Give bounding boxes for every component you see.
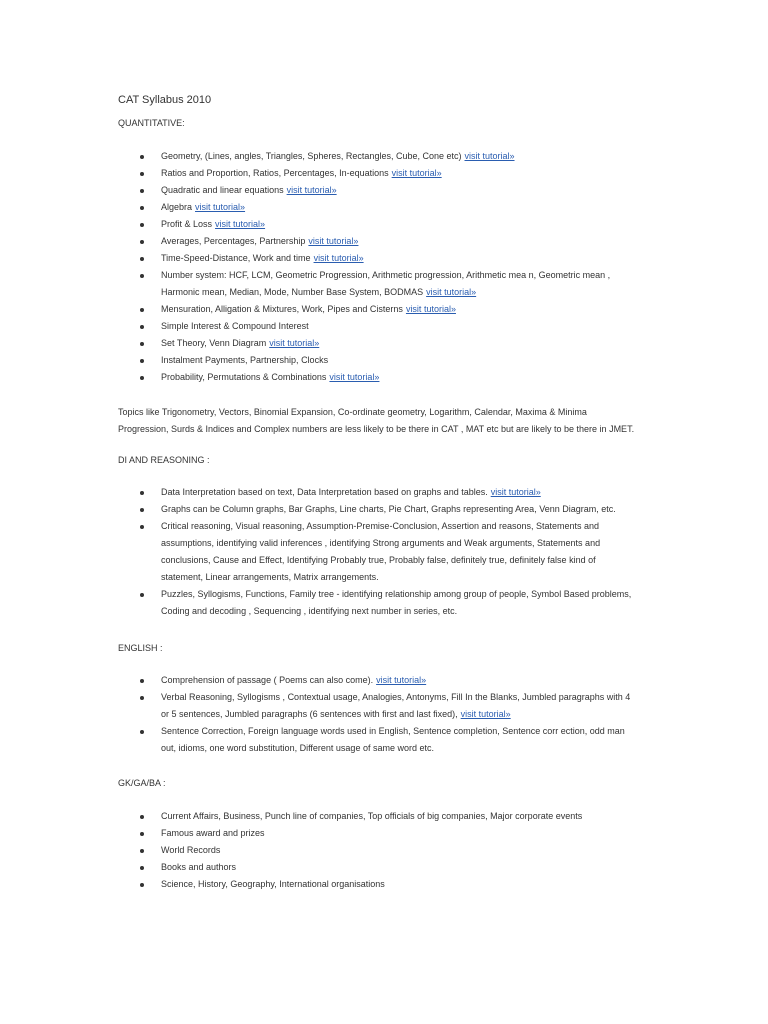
list-item-text: Current Affairs, Business, Punch line of companies, Top officials of big companies, Major corporate events (161, 811, 583, 821)
bullet-icon (140, 240, 144, 244)
list-item-text: Science, History, Geography, International organisations (161, 879, 385, 889)
list-item-text: Sentence Correction, Foreign language words used in English, Sentence completion, Sentence corr ection, odd man out, idioms, one word substitution, Different usage of same word etc. (161, 726, 625, 753)
list-item-text: Number system: HCF, LCM, Geometric Progression, Arithmetic progression, Arithmetic mea n, Geometric mean , Harmonic mean, Median, Mode, Number Base System, BODMAS (161, 270, 611, 297)
english-list (140, 672, 640, 757)
visit-tutorial-link[interactable]: visit tutorial» (195, 202, 246, 212)
list-item (140, 250, 640, 267)
visit-tutorial-link[interactable]: visit tutorial» (405, 304, 456, 314)
list-item (140, 335, 640, 352)
bullet-icon (140, 696, 144, 700)
bullet-icon (140, 342, 144, 346)
bullet-icon (140, 376, 144, 380)
list-item-text: Instalment Payments, Partnership, Clocks (161, 355, 329, 365)
list-item (140, 586, 640, 620)
bullet-icon (140, 274, 144, 278)
page-title: CAT Syllabus 2010 (118, 94, 212, 106)
bullet-icon (140, 525, 144, 529)
list-item-text: Puzzles, Syllogisms, Functions, Family tree - identifying relationship among group of people, Symbol Based problems, Coding and decoding , Sequencing , identifying next number in series, etc. (161, 589, 632, 616)
visit-tutorial-link[interactable]: visit tutorial» (426, 287, 477, 297)
bullet-icon (140, 155, 144, 159)
list-item (140, 723, 640, 757)
visit-tutorial-link[interactable]: visit tutorial» (391, 168, 442, 178)
di-reasoning-list (140, 484, 640, 620)
list-item-text: Mensuration, Alligation & Mixtures, Work, Pipes and Cisterns (161, 304, 403, 314)
bullet-icon (140, 849, 144, 853)
visit-tutorial-link[interactable]: visit tutorial» (286, 185, 337, 195)
bullet-icon (140, 593, 144, 597)
list-item (140, 689, 640, 723)
visit-tutorial-link[interactable]: visit tutorial» (460, 709, 511, 719)
bullet-icon (140, 730, 144, 734)
bullet-icon (140, 815, 144, 819)
list-item (140, 369, 640, 386)
di-reasoning-heading: DI AND REASONING : (118, 455, 210, 465)
list-item-text: World Records (161, 845, 221, 855)
bullet-icon (140, 257, 144, 261)
bullet-icon (140, 325, 144, 329)
bullet-icon (140, 206, 144, 210)
bullet-icon (140, 883, 144, 887)
visit-tutorial-link[interactable]: visit tutorial» (215, 219, 266, 229)
bullet-icon (140, 491, 144, 495)
list-item-text: Data Interpretation based on text, Data Interpretation based on graphs and tables. (161, 487, 488, 497)
bullet-icon (140, 308, 144, 312)
list-item (140, 301, 640, 318)
visit-tutorial-link[interactable]: visit tutorial» (308, 236, 359, 246)
list-item-text: Comprehension of passage ( Poems can also come). (161, 675, 374, 685)
list-item (140, 352, 640, 369)
list-item-text: Probability, Permutations & Combinations (161, 372, 327, 382)
list-item-text: Algebra (161, 202, 193, 212)
bullet-icon (140, 679, 144, 683)
list-item (140, 501, 640, 518)
list-item (140, 199, 640, 216)
list-item (140, 318, 640, 335)
bullet-icon (140, 866, 144, 870)
bullet-icon (140, 359, 144, 363)
topics-note: Topics like Trigonometry, Vectors, Binomial Expansion, Co-ordinate geometry, Logarithm, Calendar, Maxima & Minima Progression, Surds & Indices and Complex numbers are less likely to be there in CAT , MAT etc but are likely to be there in JMET. (118, 407, 635, 434)
gk-heading: GK/GA/BA : (118, 778, 166, 788)
list-item-text: Famous award and prizes (161, 828, 265, 838)
visit-tutorial-link[interactable]: visit tutorial» (313, 253, 364, 263)
list-item-text: Quadratic and linear equations (161, 185, 284, 195)
list-item (140, 484, 640, 501)
list-item (140, 148, 640, 165)
list-item (140, 518, 640, 586)
list-item (140, 216, 640, 233)
list-item (140, 825, 640, 842)
list-item-text: Set Theory, Venn Diagram (161, 338, 267, 348)
visit-tutorial-link[interactable]: visit tutorial» (329, 372, 380, 382)
list-item-text: Simple Interest & Compound Interest (161, 321, 309, 331)
bullet-icon (140, 508, 144, 512)
list-item (140, 859, 640, 876)
bullet-icon (140, 832, 144, 836)
list-item-text: Verbal Reasoning, Syllogisms , Contextual usage, Analogies, Antonyms, Fill In the Blanks, Jumbled paragraphs with 4 or 5 sentences, Jumbled paragraphs (6 sentences with first and last fixed), (161, 692, 631, 719)
list-item (140, 876, 640, 893)
bullet-icon (140, 189, 144, 193)
list-item (140, 842, 640, 859)
list-item-text: Graphs can be Column graphs, Bar Graphs, Line charts, Pie Chart, Graphs representing Area, Venn Diagram, etc. (161, 504, 616, 514)
gk-list (140, 808, 640, 893)
list-item (140, 808, 640, 825)
list-item-text: Averages, Percentages, Partnership (161, 236, 306, 246)
quantitative-heading: QUANTITATIVE: (118, 118, 185, 128)
list-item (140, 165, 640, 182)
list-item (140, 672, 640, 689)
list-item-text: Ratios and Proportion, Ratios, Percentages, In-equations (161, 168, 389, 178)
list-item (140, 233, 640, 250)
list-item (140, 267, 640, 301)
quantitative-list (140, 148, 640, 386)
english-heading: ENGLISH : (118, 643, 163, 653)
list-item-text: Geometry, (Lines, angles, Triangles, Spheres, Rectangles, Cube, Cone etc) (161, 151, 462, 161)
list-item-text: Critical reasoning, Visual reasoning, Assumption-Premise-Conclusion, Assertion and reasons, Statements and assumptions, identifying valid inferences , identifying Strong arguments and Weak arguments, Statements and conclusions, Cause and Effect, Identifying Probably true, Probably false, definitely true, definitely false kind of statement, Linear arrangements, Matrix arrangements. (161, 521, 601, 582)
list-item (140, 182, 640, 199)
visit-tutorial-link[interactable]: visit tutorial» (376, 675, 427, 685)
bullet-icon (140, 172, 144, 176)
list-item-text: Books and authors (161, 862, 237, 872)
visit-tutorial-link[interactable]: visit tutorial» (490, 487, 541, 497)
visit-tutorial-link[interactable]: visit tutorial» (464, 151, 515, 161)
list-item-text: Time-Speed-Distance, Work and time (161, 253, 311, 263)
visit-tutorial-link[interactable]: visit tutorial» (269, 338, 320, 348)
bullet-icon (140, 223, 144, 227)
list-item-text: Profit & Loss (161, 219, 213, 229)
